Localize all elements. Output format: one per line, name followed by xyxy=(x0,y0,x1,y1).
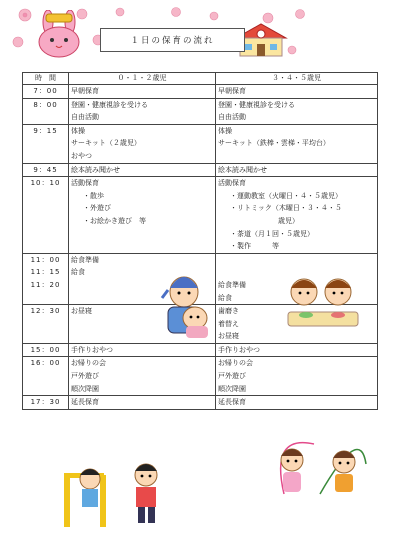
age-345-cell xyxy=(216,357,378,396)
age-012-cell xyxy=(69,177,216,254)
time-cell xyxy=(23,396,69,410)
table-row xyxy=(23,98,378,124)
age-012-cell xyxy=(69,124,216,163)
cell-line: 7：00 xyxy=(33,87,58,95)
cell-line: おやつ xyxy=(71,151,92,160)
cell-line: お昼寝 xyxy=(71,307,92,316)
cell-line: 9：15 xyxy=(33,126,58,135)
cell-line: 16：00 xyxy=(30,359,61,368)
cell-line: 順次降園 xyxy=(218,384,246,393)
cell-line: サーキット（２歳児） xyxy=(71,139,141,148)
cell-line: サーキット（鉄棒・雲梯・平均台） xyxy=(218,139,330,148)
header xyxy=(0,0,400,64)
header-time: 時 間 xyxy=(23,73,69,85)
cell-line: お帰りの会 xyxy=(218,359,253,368)
cell-line: 自由活動 xyxy=(218,113,246,122)
cell-line: ・茶道（月１回・５歳児） xyxy=(230,229,314,238)
cell-line: ・散歩 xyxy=(83,191,104,200)
cell-line xyxy=(218,254,375,267)
age-012-cell xyxy=(69,163,216,177)
cell-line: 着替え xyxy=(218,319,239,328)
age-012-cell xyxy=(69,343,216,357)
children-jump-rope-illustration xyxy=(270,434,370,504)
table-row xyxy=(23,163,378,177)
cell-line: 手作りおやつ xyxy=(218,345,260,354)
cell-line: ・外遊び xyxy=(83,204,111,213)
time-cell xyxy=(23,253,69,304)
cell-line: 給食 xyxy=(218,293,232,302)
age-345-cell xyxy=(216,396,378,410)
cell-line: 自由活動 xyxy=(71,113,99,122)
cell-line: 体操 xyxy=(218,126,232,135)
age-345-cell xyxy=(216,85,378,99)
table-header-row xyxy=(23,73,378,85)
cell-line: 15：00 xyxy=(30,345,61,354)
cell-line: 延長保育 xyxy=(218,398,246,407)
caregiver-with-baby-illustration xyxy=(150,270,220,342)
children-eating-illustration xyxy=(284,272,360,332)
table-row xyxy=(23,124,378,163)
cell-line: 手作りおやつ xyxy=(71,345,113,354)
time-cell xyxy=(23,85,69,99)
cell-line: 早朝保育 xyxy=(218,87,246,95)
cell-line: 給食 xyxy=(71,268,85,277)
time-cell xyxy=(23,357,69,396)
cell-line: 登園・健康視診を受ける xyxy=(218,100,295,109)
table-row xyxy=(23,357,378,396)
age-345-cell xyxy=(216,163,378,177)
cell-line: 11：00 xyxy=(30,255,61,264)
cell-line: 活動保育 xyxy=(218,179,246,188)
age-012-cell xyxy=(69,396,216,410)
page-title: １日の保育の流れ xyxy=(100,28,245,52)
cell-line: 登園・健康視診を受ける xyxy=(71,100,148,109)
cell-line: 10：10 xyxy=(30,179,61,188)
cell-line: 絵本読み聞かせ xyxy=(71,165,120,174)
cell-line: 活動保育 xyxy=(71,179,99,188)
age-345-cell xyxy=(216,343,378,357)
cell-line: お昼寝 xyxy=(218,332,239,341)
age-012-cell xyxy=(69,357,216,396)
header-age-012: ０・１・２歳児 xyxy=(69,73,216,85)
cell-line: 8：00 xyxy=(33,100,58,109)
age-012-cell xyxy=(69,85,216,99)
time-cell xyxy=(23,343,69,357)
table-row xyxy=(23,396,378,410)
time-cell xyxy=(23,124,69,163)
cell-line: 絵本読み聞かせ xyxy=(218,165,267,174)
cell-line: ・お絵かき遊び 等 xyxy=(83,216,146,225)
age-012-cell xyxy=(69,98,216,124)
cell-line: 11：15 xyxy=(30,268,61,277)
cell-line: 戸外遊び xyxy=(71,372,99,381)
header-age-345: ３・４・５歳児 xyxy=(216,73,378,85)
children-playing-illustration xyxy=(60,455,170,529)
time-cell xyxy=(23,98,69,124)
table-row xyxy=(23,85,378,99)
age-345-cell xyxy=(216,177,378,254)
cell-line: 12：30 xyxy=(30,307,61,316)
cell-line: ・運動教室（火曜日・４・５歳児） xyxy=(230,191,342,200)
cell-line: 歳児） xyxy=(278,216,299,225)
cell-line: 9：45 xyxy=(33,165,58,174)
cell-line: 順次降園 xyxy=(71,384,99,393)
cell-line: 給食準備 xyxy=(71,255,99,264)
cell-line: 体操 xyxy=(71,126,85,135)
cell-line: お帰りの会 xyxy=(71,359,106,368)
time-cell xyxy=(23,163,69,177)
cell-line: 延長保育 xyxy=(71,398,99,407)
cell-line: 17：30 xyxy=(30,398,61,407)
age-345-cell xyxy=(216,98,378,124)
table-row xyxy=(23,177,378,254)
cell-line: ・リトミック（木曜日・３・４・５ xyxy=(230,204,342,213)
cell-line: 早朝保育 xyxy=(71,87,99,95)
age-345-cell xyxy=(216,124,378,163)
cell-line: 給食準備 xyxy=(218,280,246,289)
schedule-table xyxy=(22,72,378,410)
cell-line: ・製作 等 xyxy=(230,242,279,251)
cell-line: 戸外遊び xyxy=(218,372,246,381)
rabbit-icon xyxy=(30,10,88,60)
cell-line: 歯磨き xyxy=(218,307,239,316)
cell-line: 11：20 xyxy=(30,280,61,289)
table-row xyxy=(23,343,378,357)
schedule-body xyxy=(23,85,378,410)
time-cell xyxy=(23,177,69,254)
time-cell xyxy=(23,305,69,344)
